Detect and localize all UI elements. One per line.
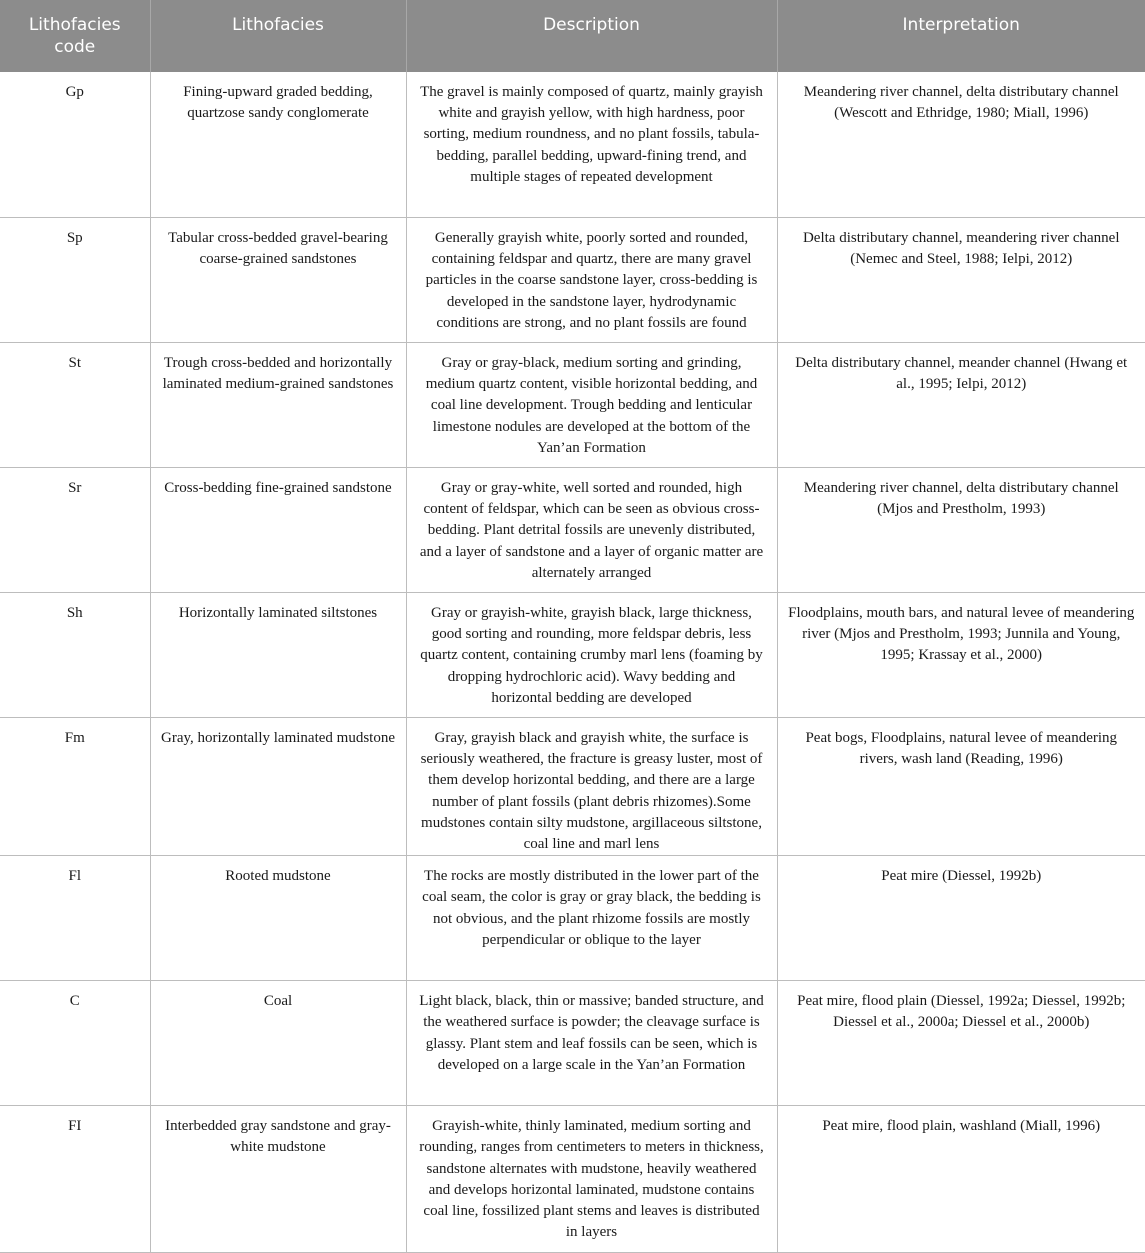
cell-description: Grayish-white, thinly laminated, medium sorting and rounding, ranges from centimeters to meters in thickness, sandstone alternates with mudstone, heavily weathered and develops horizontal laminated, mudstone contains coal line, fossilized plant stems and leaves is distributed in layers (406, 1106, 777, 1253)
cell-description: Gray or grayish-white, grayish black, large thickness, good sorting and rounding, more feldspar debris, less quartz content, containing crumby marl lens (foaming by dropping hydrochloric acid). Wavy bedding and horizontal bedding are developed (406, 593, 777, 718)
cell-lithofacies: Interbedded gray sandstone and gray-white mudstone (150, 1106, 406, 1253)
header-interpretation: Interpretation (777, 0, 1145, 72)
table-row (0, 981, 1145, 1106)
cell-lithofacies: Tabular cross-bedded gravel-bearing coarse-grained sandstones (150, 218, 406, 343)
cell-code: Sp (0, 218, 150, 343)
cell-lithofacies: Trough cross-bedded and horizontally laminated medium-grained sandstones (150, 343, 406, 468)
table-row (0, 856, 1145, 981)
cell-code: Sr (0, 468, 150, 593)
table-row (0, 468, 1145, 593)
cell-description: The gravel is mainly composed of quartz, mainly grayish white and grayish yellow, with high hardness, poor sorting, medium roundness, and no plant fossils, tabula-bedding, parallel bedding, upward-fining trend, and multiple stages of repeated development (406, 72, 777, 218)
cell-interpretation: Peat mire (Diessel, 1992b) (777, 856, 1145, 981)
table-row (0, 718, 1145, 856)
cell-lithofacies: Gray, horizontally laminated mudstone (150, 718, 406, 856)
cell-description: Gray or gray-black, medium sorting and grinding, medium quartz content, visible horizontal bedding, and coal line development. Trough bedding and lenticular limestone nodules are developed at the bottom of the Yan’an Formation (406, 343, 777, 468)
cell-lithofacies: Rooted mudstone (150, 856, 406, 981)
cell-interpretation: Peat mire, flood plain (Diessel, 1992a; Diessel, 1992b; Diessel et al., 2000a; Diessel et al., 2000b) (777, 981, 1145, 1106)
cell-interpretation: Delta distributary channel, meander channel (Hwang et al., 1995; Ielpi, 2012) (777, 343, 1145, 468)
table-row (0, 72, 1145, 218)
cell-code: Fm (0, 718, 150, 856)
cell-interpretation: Floodplains, mouth bars, and natural levee of meandering river (Mjos and Prestholm, 1993; Junnila and Young, 1995; Krassay et al., 2000) (777, 593, 1145, 718)
cell-interpretation: Peat bogs, Floodplains, natural levee of meandering rivers, wash land (Reading, 1996) (777, 718, 1145, 856)
table-row (0, 218, 1145, 343)
cell-code: Gp (0, 72, 150, 218)
table-row (0, 1106, 1145, 1253)
cell-description: Generally grayish white, poorly sorted and rounded, containing feldspar and quartz, there are many gravel particles in the coarse sandstone layer, cross-bedding is developed in the sandstone layer, hydrodynamic conditions are strong, and no plant fossils are found (406, 218, 777, 343)
cell-code: FI (0, 1106, 150, 1253)
cell-code: St (0, 343, 150, 468)
cell-description: The rocks are mostly distributed in the lower part of the coal seam, the color is gray or gray black, the bedding is not obvious, and the plant rhizome fossils are mostly perpendicular or oblique to the layer (406, 856, 777, 981)
cell-interpretation: Meandering river channel, delta distributary channel (Mjos and Prestholm, 1993) (777, 468, 1145, 593)
cell-interpretation: Meandering river channel, delta distributary channel (Wescott and Ethridge, 1980; Miall, 1996) (777, 72, 1145, 218)
header-description: Description (406, 0, 777, 72)
cell-interpretation: Delta distributary channel, meandering river channel (Nemec and Steel, 1988; Ielpi, 2012) (777, 218, 1145, 343)
cell-lithofacies: Horizontally laminated siltstones (150, 593, 406, 718)
cell-code: C (0, 981, 150, 1106)
header-lithofacies-code: Lithofacies code (0, 0, 150, 72)
cell-description: Gray, grayish black and grayish white, the surface is seriously weathered, the fracture is greasy luster, most of them develop horizontal bedding, and there are a large number of plant fossils (plant debris rhizomes).Some mudstones contain silty mudstone, argillaceous siltstone, coal line and marl lens (406, 718, 777, 856)
table-row (0, 343, 1145, 468)
cell-description: Gray or gray-white, well sorted and rounded, high content of feldspar, which can be seen as obvious cross-bedding. Plant detrital fossils are unevenly distributed, and a layer of sandstone and a layer of organic matter are alternately arranged (406, 468, 777, 593)
header-lithofacies: Lithofacies (150, 0, 406, 72)
table-row (0, 593, 1145, 718)
cell-interpretation: Peat mire, flood plain, washland (Miall, 1996) (777, 1106, 1145, 1253)
table-header-row (0, 0, 1145, 72)
cell-lithofacies: Coal (150, 981, 406, 1106)
cell-description: Light black, black, thin or massive; banded structure, and the weathered surface is powder; the cleavage surface is glassy. Plant stem and leaf fossils can be seen, which is developed on a large scale in the Yan’an Formation (406, 981, 777, 1106)
cell-lithofacies: Fining-upward graded bedding, quartzose sandy conglomerate (150, 72, 406, 218)
cell-code: Sh (0, 593, 150, 718)
cell-code: Fl (0, 856, 150, 981)
cell-lithofacies: Cross-bedding fine-grained sandstone (150, 468, 406, 593)
